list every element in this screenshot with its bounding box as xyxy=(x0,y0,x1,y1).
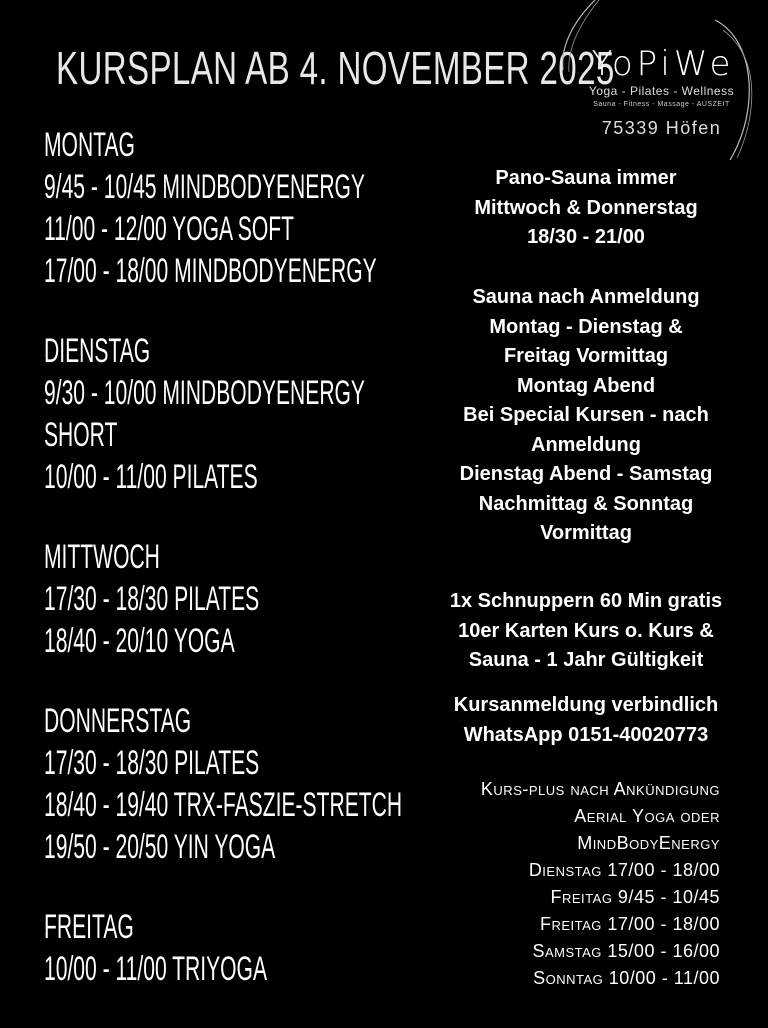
day-heading: DONNERSTAG xyxy=(44,702,192,740)
info-line: 1x Schnuppern 60 Min gratis xyxy=(449,590,723,612)
class-entry: 17/30 - 18/30 PILATES xyxy=(44,580,260,618)
class-entry: 11/00 - 12/00 YOGA SOFT xyxy=(44,210,294,248)
info-line: 10er Karten Kurs o. Kurs & xyxy=(458,619,714,642)
plus-line: MindBodyEnergy xyxy=(577,833,720,853)
whatsapp-number: WhatsApp 0151-40020773 xyxy=(463,723,709,746)
class-entry: 18/40 - 20/10 YOGA xyxy=(44,622,235,660)
sauna-anmeldung-info xyxy=(394,283,768,549)
page-title: KURSPLAN AB 4. NOVEMBER 2025 xyxy=(56,42,615,94)
info-line: Anmeldung xyxy=(531,433,641,456)
plus-line: Aerial Yoga oder xyxy=(574,806,720,826)
info-line: Mittwoch & Donnerstag xyxy=(474,196,698,219)
class-entry: 17/30 - 18/30 PILATES xyxy=(44,744,260,782)
plus-line: Freitag 17/00 - 18/00 xyxy=(539,914,720,934)
info-line: Montag Abend xyxy=(516,374,656,397)
class-entry: 10/00 - 11/00 PILATES xyxy=(44,458,258,496)
info-line: Nachmittag & Sonntag xyxy=(478,492,694,515)
logo xyxy=(555,0,768,160)
info-line: Pano-Sauna immer xyxy=(495,167,677,189)
class-entry: 9/45 - 10/45 MINDBODYENERGY xyxy=(44,168,366,206)
logo-tagline: Sauna - Fitness - Massage - AUSZEIT xyxy=(593,101,730,108)
class-entry: 17/00 - 18/00 MINDBODYENERGY xyxy=(44,252,377,290)
day-heading: DIENSTAG xyxy=(44,332,151,370)
info-line: Bei Special Kursen - nach xyxy=(463,404,709,426)
plus-line: Dienstag 17/00 - 18/00 xyxy=(528,860,720,880)
pano-sauna-info xyxy=(394,164,768,253)
plus-line: Sonntag 10/00 - 11/00 xyxy=(533,968,720,988)
plus-line: Kurs-plus nach Ankündigung xyxy=(480,779,720,799)
info-line: Kursanmeldung verbindlich xyxy=(453,694,719,716)
day-heading: MONTAG xyxy=(44,126,135,164)
info-line: Dienstag Abend - Samstag xyxy=(459,463,713,485)
logo-name: YoPiWe xyxy=(591,44,735,84)
day-heading: MITTWOCH xyxy=(44,538,160,576)
class-entry: 9/30 - 10/00 MINDBODYENERGY xyxy=(44,374,366,412)
info-line: Vormittag xyxy=(540,522,632,544)
info-line: 18/30 - 21/00 xyxy=(527,226,645,248)
logo-subtitle: Yoga - Pilates - Wellness xyxy=(588,84,735,98)
info-line: Montag - Dienstag & xyxy=(489,315,683,338)
class-entry: 19/50 - 20/50 YIN YOGA xyxy=(44,828,276,866)
info-line: Sauna - 1 Jahr Gültigkeit xyxy=(468,649,704,671)
offers-info xyxy=(394,587,768,676)
booking-info xyxy=(394,691,768,750)
kurs-plus-info xyxy=(481,776,720,992)
info-line: Sauna nach Anmeldung xyxy=(472,286,700,308)
logo-city: 75339 Höfen xyxy=(601,118,722,138)
class-entry: 10/00 - 11/00 TRIYOGA xyxy=(44,950,268,988)
class-entry: SHORT xyxy=(44,416,118,454)
plus-line: Samstag 15/00 - 16/00 xyxy=(532,941,720,961)
plus-line: Freitag 9/45 - 10/45 xyxy=(550,887,720,907)
info-line: Freitag Vormittag xyxy=(503,345,669,367)
class-entry: 18/40 - 19/40 TRX-FASZIE-STRETCH xyxy=(44,786,403,824)
day-heading: FREITAG xyxy=(44,908,134,946)
